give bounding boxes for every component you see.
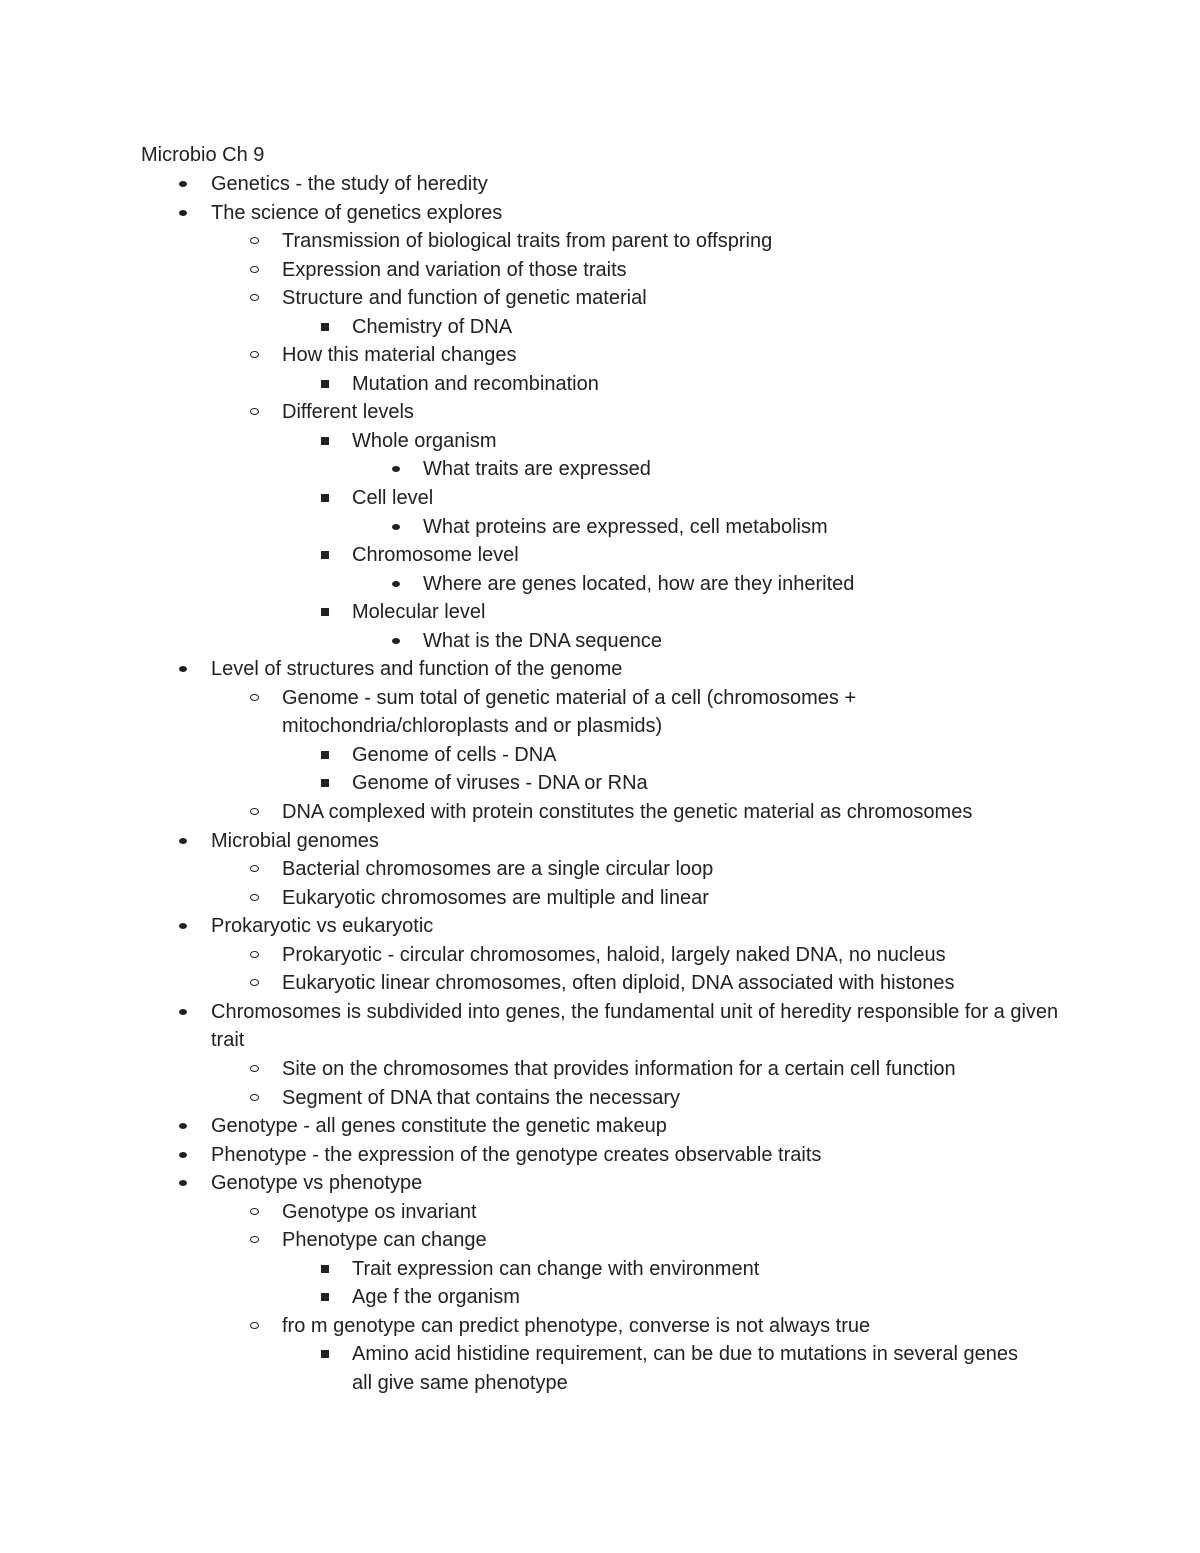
bullet-circle-icon bbox=[248, 684, 262, 712]
bullet-square-icon bbox=[318, 769, 332, 797]
list-item-text: Microbial genomes bbox=[211, 829, 379, 852]
list-item-text: Genome of cells - DNA bbox=[352, 743, 557, 766]
list-item-text: Prokaryotic - circular chromosomes, haloid, largely naked DNA, no nucleus bbox=[282, 943, 946, 966]
list-item-text: Where are genes located, how are they inherited bbox=[423, 572, 855, 595]
bullet-circle-icon bbox=[248, 884, 262, 912]
bullet-circle-icon bbox=[248, 256, 262, 284]
list-item-text: What is the DNA sequence bbox=[423, 629, 663, 652]
list-item bbox=[0, 969, 1200, 998]
list-item bbox=[0, 912, 1200, 941]
list-item bbox=[0, 398, 1200, 427]
list-item-text: Level of structures and function of the genome bbox=[211, 658, 623, 681]
list-item-text: Phenotype - the expression of the genotype creates observable traits bbox=[211, 1143, 822, 1166]
list-item-text: Phenotype can change bbox=[282, 1229, 487, 1252]
list-item bbox=[0, 627, 1200, 656]
list-item bbox=[0, 941, 1200, 970]
bullet-disc-icon bbox=[176, 1141, 190, 1169]
list-item-text: Eukaryotic chromosomes are multiple and linear bbox=[282, 886, 709, 909]
bullet-square-icon bbox=[318, 741, 332, 769]
list-item bbox=[0, 1283, 1200, 1312]
list-item bbox=[0, 1084, 1200, 1113]
list-item bbox=[0, 1112, 1200, 1141]
list-item bbox=[0, 1169, 1200, 1198]
list-item bbox=[0, 1255, 1200, 1284]
bulleted-list bbox=[0, 170, 1200, 1398]
bullet-circle-icon bbox=[248, 1198, 262, 1226]
list-item-text: Expression and variation of those traits bbox=[282, 258, 627, 281]
bullet-disc-icon bbox=[176, 1112, 190, 1140]
bullet-square-icon bbox=[318, 484, 332, 512]
bullet-circle-icon bbox=[248, 1055, 262, 1083]
list-item bbox=[0, 884, 1200, 913]
bullet-circle-icon bbox=[248, 798, 262, 826]
list-item-text: DNA complexed with protein constitutes the genetic material as chromosomes bbox=[282, 801, 973, 824]
list-item bbox=[0, 484, 1200, 513]
list-item bbox=[0, 170, 1200, 199]
list-item-text: Molecular level bbox=[352, 601, 486, 624]
bullet-square-icon bbox=[318, 427, 332, 455]
list-item-text: Genotype - all genes constitute the genetic makeup bbox=[211, 1115, 667, 1138]
list-item-text: What traits are expressed bbox=[423, 458, 651, 481]
list-item bbox=[0, 1226, 1200, 1255]
list-item-text: Whole organism bbox=[352, 429, 497, 452]
list-item-text: Cell level bbox=[352, 487, 434, 510]
list-item-text: Structure and function of genetic material bbox=[282, 287, 647, 310]
list-item bbox=[0, 455, 1200, 484]
list-item-text: Eukaryotic linear chromosomes, often diploid, DNA associated with histones bbox=[282, 972, 955, 995]
list-item-text: Transmission of biological traits from parent to offspring bbox=[282, 230, 773, 253]
list-item-text: Different levels bbox=[282, 401, 414, 424]
list-item bbox=[0, 769, 1200, 798]
list-item-text: Genotype vs phenotype bbox=[211, 1172, 423, 1195]
list-item bbox=[0, 1340, 1200, 1397]
bullet-circle-icon bbox=[248, 398, 262, 426]
list-item bbox=[0, 655, 1200, 684]
bullet-circle-icon bbox=[248, 227, 262, 255]
list-item bbox=[0, 827, 1200, 856]
list-item-text: Age f the organism bbox=[352, 1286, 520, 1309]
list-item bbox=[0, 541, 1200, 570]
list-item bbox=[0, 684, 1200, 741]
list-item bbox=[0, 341, 1200, 370]
document-title: Microbio Ch 9 bbox=[141, 144, 265, 166]
list-item-text: Site on the chromosomes that provides information for a certain cell function bbox=[282, 1057, 956, 1080]
list-item-text: Trait expression can change with environment bbox=[352, 1257, 760, 1280]
bullet-circle-icon bbox=[248, 855, 262, 883]
bullet-circle-icon bbox=[248, 284, 262, 312]
list-item bbox=[0, 1055, 1200, 1084]
bullet-circle-icon bbox=[248, 341, 262, 369]
list-item bbox=[0, 370, 1200, 399]
bullet-disc-icon bbox=[176, 1169, 190, 1197]
bullet-disc-icon bbox=[176, 912, 190, 940]
list-item-text: Genetics - the study of heredity bbox=[211, 173, 488, 195]
bullet-circle-icon bbox=[248, 1084, 262, 1112]
list-item bbox=[0, 256, 1200, 285]
list-item-text: Mutation and recombination bbox=[352, 372, 599, 395]
bullet-circle-icon bbox=[248, 941, 262, 969]
list-item bbox=[0, 199, 1200, 228]
list-item bbox=[0, 1198, 1200, 1227]
list-item-text: Segment of DNA that contains the necessary bbox=[282, 1086, 680, 1109]
bullet-circle-icon bbox=[248, 1312, 262, 1340]
list-item bbox=[0, 284, 1200, 313]
bullet-disc-icon bbox=[389, 570, 403, 598]
bullet-disc-icon bbox=[176, 199, 190, 227]
bullet-disc-icon bbox=[176, 170, 190, 198]
list-item-text: Chromosome level bbox=[352, 544, 519, 567]
bullet-square-icon bbox=[318, 370, 332, 398]
list-item-text: The science of genetics explores bbox=[211, 201, 503, 224]
list-item-text: Amino acid histidine requirement, can be due to mutations in several genes all give same phenotype bbox=[352, 1343, 1018, 1394]
list-item bbox=[0, 998, 1200, 1055]
list-item-text: Bacterial chromosomes are a single circular loop bbox=[282, 858, 714, 881]
bullet-circle-icon bbox=[248, 969, 262, 997]
list-item bbox=[0, 513, 1200, 542]
list-item bbox=[0, 598, 1200, 627]
list-item-text: Genome of viruses - DNA or RNa bbox=[352, 772, 648, 795]
bullet-disc-icon bbox=[389, 455, 403, 483]
bullet-square-icon bbox=[318, 598, 332, 626]
list-item-text: Genotype os invariant bbox=[282, 1200, 477, 1223]
bullet-square-icon bbox=[318, 1340, 332, 1368]
list-item-text: Genome - sum total of genetic material of a cell (chromosomes + mitochondria/chloroplasts and or plasmids) bbox=[282, 686, 857, 738]
bullet-disc-icon bbox=[176, 998, 190, 1026]
bullet-disc-icon bbox=[389, 513, 403, 541]
bullet-disc-icon bbox=[176, 655, 190, 683]
list-item-text: Prokaryotic vs eukaryotic bbox=[211, 915, 434, 938]
bullet-square-icon bbox=[318, 541, 332, 569]
bullet-disc-icon bbox=[176, 827, 190, 855]
bullet-circle-icon bbox=[248, 1226, 262, 1254]
list-item bbox=[0, 855, 1200, 884]
list-item bbox=[0, 1312, 1200, 1341]
list-item bbox=[0, 227, 1200, 256]
list-item bbox=[0, 570, 1200, 599]
list-item bbox=[0, 1141, 1200, 1170]
list-item bbox=[0, 427, 1200, 456]
bullet-disc-icon bbox=[389, 627, 403, 655]
list-item-text: What proteins are expressed, cell metabolism bbox=[423, 515, 828, 538]
list-item bbox=[0, 313, 1200, 342]
bullet-square-icon bbox=[318, 1255, 332, 1283]
list-item-text: Chromosomes is subdivided into genes, the fundamental unit of heredity responsible for a given trait bbox=[211, 1000, 1059, 1052]
bullet-square-icon bbox=[318, 1283, 332, 1311]
list-item-text: How this material changes bbox=[282, 344, 517, 367]
bullet-square-icon bbox=[318, 313, 332, 341]
list-item bbox=[0, 798, 1200, 827]
list-item bbox=[0, 741, 1200, 770]
list-item-text: fro m genotype can predict phenotype, converse is not always true bbox=[282, 1314, 871, 1337]
list-item-text: Chemistry of DNA bbox=[352, 315, 513, 338]
